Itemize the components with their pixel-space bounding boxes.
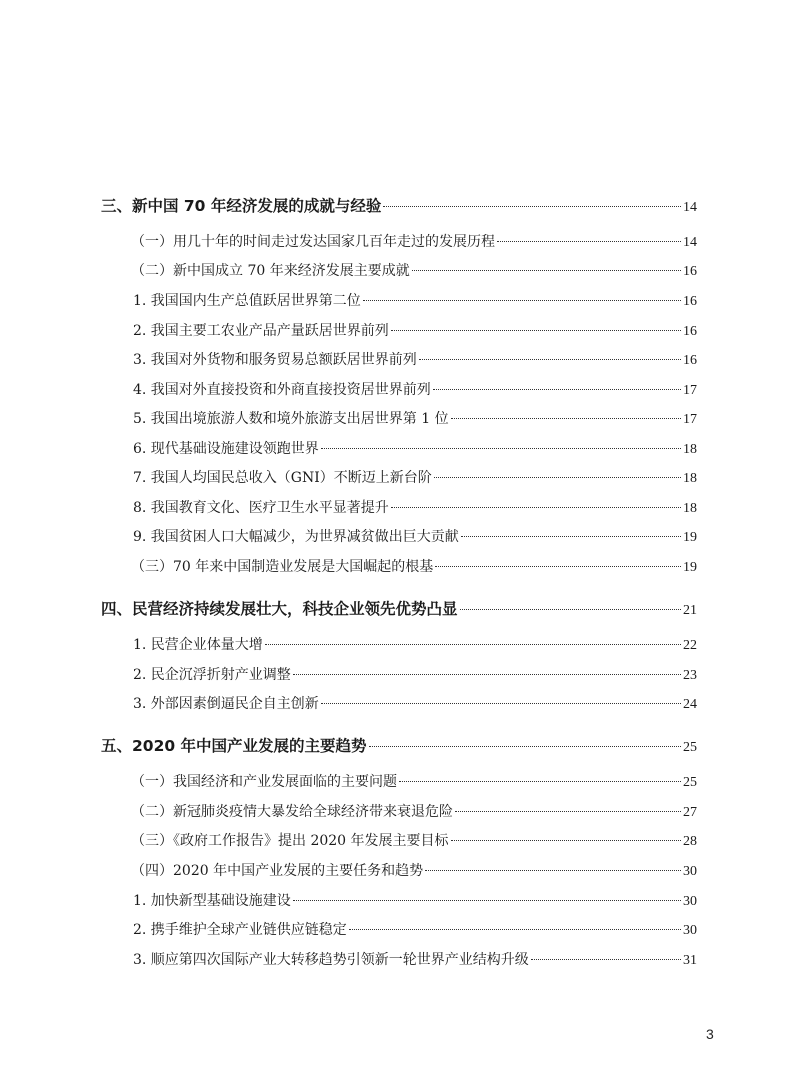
toc-entry[interactable] [133, 407, 697, 431]
page-number: 3 [706, 1026, 714, 1042]
toc-entry-label: 6. 现代基础设施建设领跑世界 [133, 441, 319, 457]
toc-entry-label: （三）70 年来中国制造业发展是大国崛起的根基 [131, 559, 434, 575]
toc-entry[interactable] [133, 319, 697, 343]
toc-entry-label: （一）用几十年的时间走过发达国家几百年走过的发展历程 [131, 234, 495, 250]
leader-dots [451, 418, 681, 419]
toc-entry[interactable] [133, 348, 697, 372]
toc-entry-label: （四）2020 年中国产业发展的主要任务和趋势 [131, 863, 424, 879]
leader-dots [399, 781, 681, 782]
toc-entry-label: 5. 我国出境旅游人数和境外旅游支出居世界第 1 位 [133, 411, 449, 427]
toc-entry-page: 31 [683, 953, 697, 968]
toc-entry-page: 16 [683, 353, 697, 368]
toc-entry[interactable] [131, 230, 697, 254]
toc-entry-label: 三、新中国 70 年经济发展的成就与经验 [101, 197, 382, 215]
leader-dots [369, 746, 681, 747]
toc-entry-page: 23 [683, 668, 697, 683]
toc-entry-page: 24 [683, 697, 697, 712]
toc-entry-page: 17 [683, 412, 697, 427]
leader-dots [349, 929, 681, 930]
toc-entry-label: 2. 民企沉浮折射产业调整 [133, 667, 291, 683]
toc-entry-page: 30 [683, 894, 697, 909]
leader-dots [293, 900, 681, 901]
toc-entry-page: 30 [683, 864, 697, 879]
toc-entry-chapter-5[interactable] [101, 734, 697, 758]
leader-dots [391, 330, 681, 331]
toc-entry-page: 18 [683, 471, 697, 486]
toc-entry-label: 四、民营经济持续发展壮大，科技企业领先优势凸显 [101, 600, 458, 618]
toc-entry-label: 8. 我国教育文化、医疗卫生水平显著提升 [133, 500, 389, 516]
toc-entry-label: 3. 外部因素倒逼民企自主创新 [133, 696, 319, 712]
toc-entry-page: 22 [683, 638, 697, 653]
toc-entry-page: 19 [683, 560, 697, 575]
toc-entry-page: 16 [683, 324, 697, 339]
leader-dots [321, 703, 681, 704]
toc-entry[interactable] [131, 859, 697, 883]
leader-dots [434, 477, 681, 478]
toc-entry-label: （二）新中国成立 70 年来经济发展主要成就 [131, 263, 410, 279]
toc-entry-page: 30 [683, 923, 697, 938]
toc-entry-page: 18 [683, 442, 697, 457]
toc-entry-page: 16 [683, 264, 697, 279]
toc-entry[interactable] [133, 918, 697, 942]
leader-dots [412, 270, 681, 271]
toc-entry[interactable] [133, 633, 697, 657]
toc-entry[interactable] [131, 555, 697, 579]
toc-entry-page: 21 [683, 603, 697, 618]
leader-dots [419, 359, 681, 360]
toc-entry-page: 19 [683, 530, 697, 545]
leader-dots [433, 389, 681, 390]
toc-entry-label: （一）我国经济和产业发展面临的主要问题 [131, 774, 397, 790]
toc-entry[interactable] [133, 948, 697, 972]
toc-entry-page: 28 [683, 834, 697, 849]
leader-dots [363, 300, 681, 301]
toc-entry-page: 18 [683, 501, 697, 516]
leader-dots [455, 811, 681, 812]
toc-entry-label: 4. 我国对外直接投资和外商直接投资居世界前列 [133, 382, 431, 398]
toc-entry[interactable] [133, 289, 697, 313]
toc-entry-page: 25 [683, 775, 697, 790]
toc-entry-page: 25 [683, 740, 697, 755]
toc-entry-label: 3. 顺应第四次国际产业大转移趋势引领新一轮世界产业结构升级 [133, 952, 529, 968]
toc-entry-label: 3. 我国对外货物和服务贸易总额跃居世界前列 [133, 352, 417, 368]
toc-entry-page: 17 [683, 383, 697, 398]
leader-dots [435, 566, 681, 567]
toc-entry[interactable] [133, 692, 697, 716]
toc-entry-page: 14 [683, 200, 697, 215]
toc-entry[interactable] [133, 889, 697, 913]
leader-dots [293, 674, 681, 675]
toc-entry[interactable] [131, 800, 697, 824]
toc-entry-label: （三）《政府工作报告》提出 2020 年发展主要目标 [131, 833, 449, 849]
toc-entry-label: 2. 我国主要工农业产品产量跃居世界前列 [133, 323, 389, 339]
leader-dots [531, 959, 681, 960]
toc-entry[interactable] [131, 829, 697, 853]
leader-dots [383, 206, 681, 207]
leader-dots [265, 644, 681, 645]
leader-dots [321, 448, 681, 449]
toc-entry-page: 27 [683, 805, 697, 820]
toc-entry-label: 7. 我国人均国民总收入（GNI）不断迈上新台阶 [133, 470, 432, 486]
toc-entry[interactable] [131, 259, 697, 283]
toc-entry-label: 1. 民营企业体量大增 [133, 637, 263, 653]
toc-entry[interactable] [133, 378, 697, 402]
leader-dots [461, 536, 681, 537]
toc-entry-chapter-3[interactable] [101, 194, 697, 218]
toc-entry-page: 16 [683, 294, 697, 309]
toc-entry-chapter-4[interactable] [101, 597, 697, 621]
toc-entry[interactable] [133, 437, 697, 461]
leader-dots [391, 507, 681, 508]
toc-entry[interactable] [133, 466, 697, 490]
toc-entry-label: 1. 加快新型基础设施建设 [133, 893, 291, 909]
toc-entry[interactable] [133, 525, 697, 549]
toc-entry-label: 五、2020 年中国产业发展的主要趋势 [101, 737, 367, 755]
toc-entry-label: 1. 我国国内生产总值跃居世界第二位 [133, 293, 361, 309]
toc-entry-label: （二）新冠肺炎疫情大暴发给全球经济带来衰退危险 [131, 804, 453, 820]
leader-dots [497, 241, 681, 242]
toc-entry-label: 2. 携手维护全球产业链供应链稳定 [133, 922, 347, 938]
toc-entry-page: 14 [683, 235, 697, 250]
toc-entry[interactable] [133, 496, 697, 520]
leader-dots [460, 609, 681, 610]
leader-dots [425, 870, 681, 871]
leader-dots [451, 840, 681, 841]
toc-entry[interactable] [133, 663, 697, 687]
toc-entry[interactable] [131, 770, 697, 794]
toc-entry-label: 9. 我国贫困人口大幅减少，为世界减贫做出巨大贡献 [133, 529, 459, 545]
